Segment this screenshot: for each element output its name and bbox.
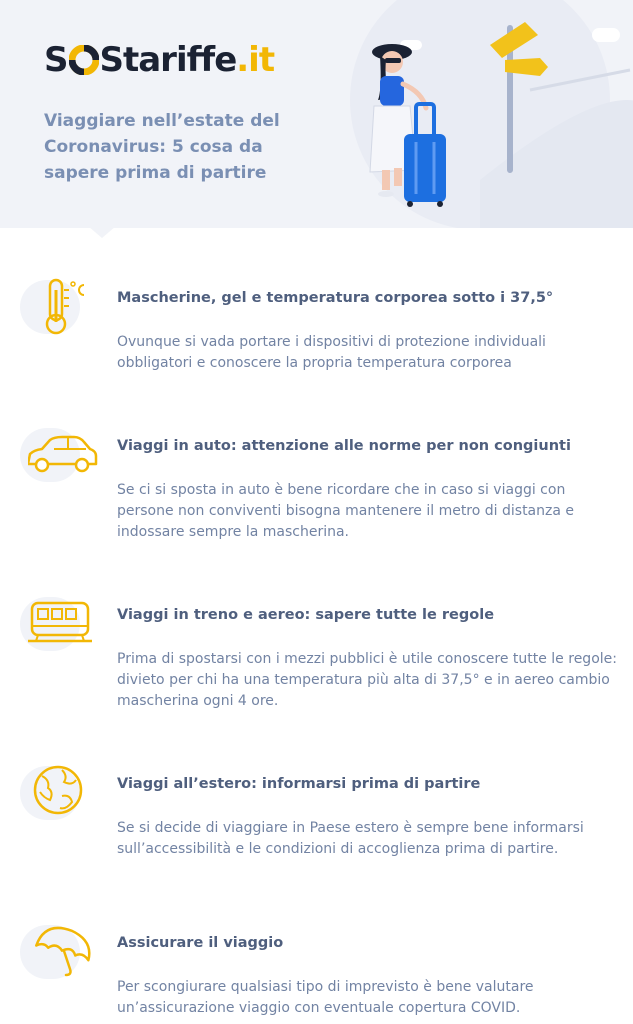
logo xyxy=(44,40,274,80)
header-pointer xyxy=(88,226,116,238)
section-text: Ovunque si vada portare i dispositivi di protezione individuali obbligatori e conoscere la propria temperatura corporea xyxy=(117,334,546,371)
logo-wordmark: Stariffe xyxy=(99,40,237,80)
section-title: Viaggi in treno e aereo: sapere tutte le regole xyxy=(117,607,495,623)
section-text: Prima di spostarsi con i mezzi pubblici è utile conoscere tutte le regole: divieto per chi ha una temperatura più alta di 37,5° e in aereo cambio mascherina ogni 4 ore. xyxy=(117,651,617,709)
car-icon xyxy=(20,424,98,484)
globe-icon xyxy=(20,762,98,822)
section-text: Per scongiurare qualsiasi tipo di imprevisto è bene valutare un’assicurazione viaggio con eventuale copertura COVID. xyxy=(117,979,534,1016)
section-title: Mascherine, gel e temperatura corporea sotto i 37,5° xyxy=(117,290,554,306)
page-title: Viaggiare nell’estate del Coronavirus: 5 cosa da sapere prima di partire xyxy=(44,111,280,183)
thermometer-icon xyxy=(20,276,98,336)
section-text: Se si decide di viaggiare in Paese estero è sempre bene informarsi sull’accessibilità e le condizioni di accoglienza prima di partire. xyxy=(117,820,584,857)
logo-suffix: .it xyxy=(236,40,275,80)
section-title: Viaggi all’estero: informarsi prima di partire xyxy=(117,776,481,792)
header xyxy=(0,0,633,228)
traveler-illustration xyxy=(330,0,633,228)
section-title: Assicurare il viaggio xyxy=(117,935,284,951)
lifebuoy-icon xyxy=(69,45,99,75)
section-title: Viaggi in auto: attenzione alle norme per non congiunti xyxy=(117,438,571,454)
umbrella-icon xyxy=(20,921,98,981)
train-icon xyxy=(20,593,98,653)
section-text: Se ci si sposta in auto è bene ricordare che in caso si viaggi con persone non conviventi bisogna mantenere il metro di distanza e indossare sempre la mascherina. xyxy=(117,482,575,540)
logo-letter-s: S xyxy=(44,40,68,80)
